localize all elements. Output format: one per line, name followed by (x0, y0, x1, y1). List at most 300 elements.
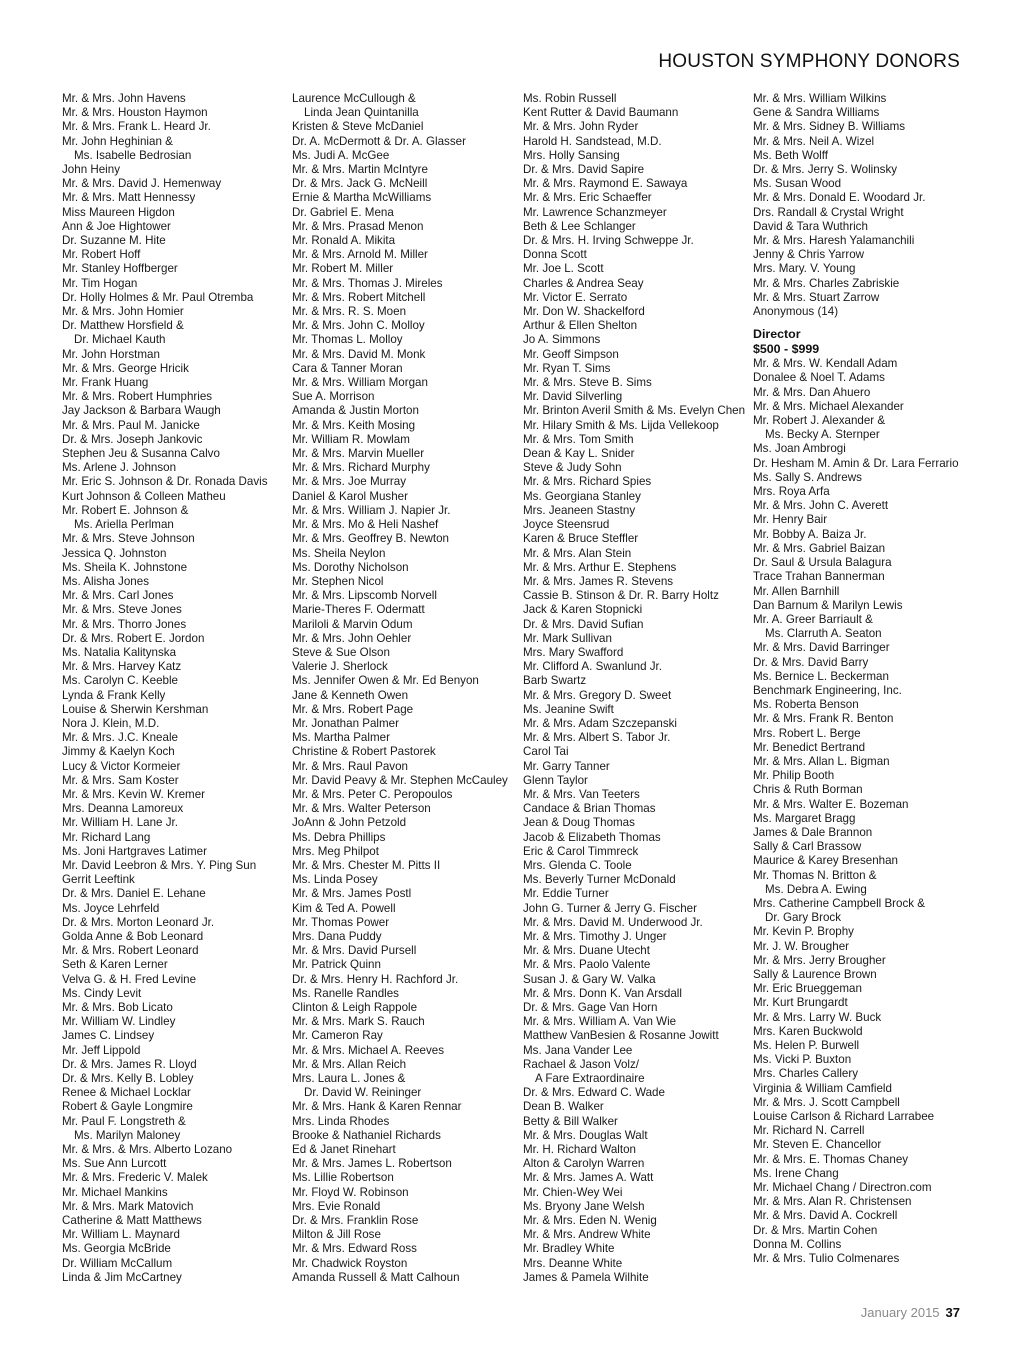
donor-name: Susan J. & Gary W. Valka (523, 972, 656, 986)
donor-column-1 (62, 92, 288, 1285)
donor-name: Mr. & Mrs. Allan Reich (292, 1057, 407, 1071)
donor-name: Ms. Judi A. McGee (292, 148, 390, 162)
donor-name: Ms. Ranelle Randles (292, 986, 399, 1000)
donor-name: Chris & Ruth Borman (753, 783, 863, 797)
donor-name: Dean & Kay L. Snider (523, 447, 635, 461)
donor-name: Ms. Joan Ambrogi (753, 442, 846, 456)
donor-name: Cassie B. Stinson & Dr. R. Barry Holtz (523, 589, 719, 603)
donor-name: Mr. Geoff Simpson (523, 347, 619, 361)
donor-name: Mr. John Heghinian & (62, 134, 173, 148)
donor-name: Daniel & Karol Musher (292, 489, 408, 503)
donor-name: Dr. & Mrs. David Sufian (523, 617, 644, 631)
donor-name: Donna M. Collins (753, 1237, 842, 1251)
donor-name: Mr. & Mrs. R. S. Moen (292, 305, 407, 319)
donor-name: James & Dale Brannon (753, 825, 873, 839)
donor-name: Mr. & Mrs. David Pursell (292, 944, 417, 958)
donor-name: Anonymous (14) (753, 305, 839, 319)
donor-name: Mrs. Deanne White (523, 1256, 623, 1270)
donor-name: Mr. & Mrs. Thorro Jones (62, 617, 187, 631)
donor-name: Mr. Joe L. Scott (523, 262, 604, 276)
donor-name: Mr. & Mrs. Haresh Yalamanchili (753, 234, 915, 248)
donor-name: Mr. & Mrs. Marvin Mueller (292, 447, 425, 461)
donor-name: Mr. & Mrs. James A. Watt (523, 1171, 654, 1185)
donor-name: Mr. Robert M. Miller (292, 262, 394, 276)
donor-name: Ms. Sally S. Andrews (753, 470, 862, 484)
donor-name: Dr. Gabriel E. Mena (292, 205, 394, 219)
donor-name: Mrs. Deanna Lamoreux (62, 802, 184, 816)
donor-name: Dr. William McCallum (62, 1256, 173, 1270)
donor-name: Mr. & Mrs. Steve Jones (62, 603, 182, 617)
donor-name: Mr. & Mrs. Alan Stein (523, 546, 632, 560)
donor-name: Karen & Bruce Steffler (523, 532, 639, 546)
donor-name: Mr. & Mrs. & Mrs. Alberto Lozano (62, 1143, 233, 1157)
donor-name: Mrs. Holly Sansing (523, 148, 620, 162)
donor-name: Mr. Lawrence Schanzmeyer (523, 205, 667, 219)
donor-name: Mr. & Mrs. William Wilkins (753, 92, 887, 105)
donor-name: Mr. Stephen Nicol (292, 574, 384, 588)
donor-name: Mr. Robert Hoff (62, 248, 141, 262)
donor-name: Dr. & Mrs. James R. Lloyd (62, 1057, 197, 1071)
donor-name: Stephen Jeu & Susanna Calvo (62, 447, 220, 461)
donor-name: Matthew VanBesien & Rosanne Jowitt (523, 1029, 719, 1043)
donor-name: Mrs. Jeaneen Stastny (523, 503, 636, 517)
donor-name: Mr. A. Greer Barriault & (753, 612, 873, 626)
donor-name: Ms. Debra Phillips (292, 830, 386, 844)
donor-name: Mr. Philip Booth (753, 769, 835, 783)
donor-name: Mr. & Mrs. David M. Monk (292, 347, 426, 361)
donor-name: Mr. & Mrs. John C. Molloy (292, 319, 425, 333)
donor-name: Ms. Sue Ann Lurcott (62, 1157, 167, 1171)
donor-name: Mr. & Mrs. Walter E. Bozeman (753, 797, 909, 811)
donor-name: Mr. & Mrs. Robert Page (292, 702, 414, 716)
donor-name: Ms. Martha Palmer (292, 731, 390, 745)
donor-name: Ms. Susan Wood (753, 177, 842, 191)
donor-name: Mr. Brinton Averil Smith & Ms. Evelyn Chen (523, 404, 746, 418)
donor-name: Mrs. Evie Ronald (292, 1199, 381, 1213)
donor-name: Ms. Alisha Jones (62, 574, 149, 588)
donor-name: JoAnn & John Petzold (292, 816, 407, 830)
donor-name: Mr. William L. Maynard (62, 1228, 180, 1242)
donor-name: Jessica Q. Johnston (62, 546, 167, 560)
donor-name: Mr. & Mrs. Mark Matovich (62, 1199, 194, 1213)
donor-name: Mr. Stanley Hoffberger (62, 262, 178, 276)
donor-name-continuation: A Fare Extraordinaire (535, 1072, 645, 1086)
donor-name: Mr. Benedict Bertrand (753, 740, 866, 754)
donor-name: Mr. Jeff Lippold (62, 1043, 141, 1057)
donor-name: Jane & Kenneth Owen (292, 688, 409, 702)
donor-name: Dr. A. McDermott & Dr. A. Glasser (292, 134, 466, 148)
donor-name: Mr. Henry Bair (753, 513, 828, 527)
donor-name: Ms. Beverly Turner McDonald (523, 873, 676, 887)
donor-name: Mr. & Mrs. James R. Stevens (523, 574, 674, 588)
donor-name: Mrs. Linda Rhodes (292, 1114, 390, 1128)
donor-name: Jean & Doug Thomas (523, 816, 635, 830)
donor-name: Catherine & Matt Matthews (62, 1214, 202, 1228)
section-heading: $500 - $999 (753, 342, 820, 357)
donor-name: Dr. Hesham M. Amin & Dr. Lara Ferrario (753, 456, 959, 470)
donor-name: Mr. & Mrs. Steve Johnson (62, 532, 195, 546)
donor-name: Mr. & Mrs. Donald E. Woodard Jr. (753, 191, 926, 205)
donor-name: Mr. Thomas L. Molloy (292, 333, 403, 347)
donor-name: Mrs. Meg Philpot (292, 844, 379, 858)
donor-name: Dean B. Walker (523, 1100, 604, 1114)
donor-name: Mr. & Mrs. Steve B. Sims (523, 376, 652, 390)
donor-column-2 (292, 92, 518, 1285)
donor-name: Mr. & Mrs. Neil A. Wizel (753, 134, 875, 148)
donor-name: Mr. Robert J. Alexander & (753, 414, 886, 428)
donor-name: Mrs. Roya Arfa (753, 485, 830, 499)
donor-name: Mrs. Charles Callery (753, 1067, 859, 1081)
donor-name: Mr. & Mrs. Raymond E. Sawaya (523, 177, 688, 191)
donor-name: Eric & Carol Timmreck (523, 844, 639, 858)
donor-name: Dr. Saul & Ursula Balagura (753, 556, 892, 570)
donor-name-continuation: Linda Jean Quintanilla (304, 106, 419, 120)
donor-name-continuation: Ms. Isabelle Bedrosian (74, 148, 192, 162)
donor-name: Cara & Tanner Moran (292, 361, 403, 375)
donor-name: Mr. & Mrs. Paul M. Janicke (62, 418, 200, 432)
page-number: 37 (945, 1305, 960, 1320)
donor-name: Mr. & Mrs. James Postl (292, 887, 412, 901)
donor-name: Mr. & Mrs. William Morgan (292, 376, 428, 390)
donor-name: Mr. Richard Lang (62, 830, 151, 844)
donor-name: Mr. & Mrs. David J. Hemenway (62, 177, 222, 191)
donor-name: Mr. Kurt Brungardt (753, 996, 848, 1010)
donor-name: Dr. Suzanne M. Hite (62, 234, 166, 248)
donor-name: Kurt Johnson & Colleen Matheu (62, 489, 226, 503)
donor-name: Mr. & Mrs. Andrew White (523, 1228, 651, 1242)
donor-name: Mr. & Mrs. Robert Humphries (62, 390, 213, 404)
donor-name: Dr. & Mrs. Franklin Rose (292, 1214, 419, 1228)
donor-name: Mr. Mark Sullivan (523, 631, 612, 645)
donor-name: Mr. & Mrs. James L. Robertson (292, 1157, 452, 1171)
donor-name: Mr. David Leebron & Mrs. Y. Ping Sun (62, 858, 257, 872)
donor-name: Kim & Ted A. Powell (292, 901, 396, 915)
donor-name: Mr. & Mrs. Carl Jones (62, 589, 174, 603)
donor-name: Ms. Jeanine Swift (523, 702, 614, 716)
donor-name: Mr. & Mrs. Mo & Heli Nashef (292, 518, 439, 532)
donor-name: Mr. & Mrs. Keith Mosing (292, 418, 416, 432)
donor-name: Jacob & Elizabeth Thomas (523, 830, 661, 844)
donor-name-continuation: Ms. Becky A. Sternper (765, 428, 880, 442)
section-heading: Director (753, 327, 801, 342)
donor-name: Mr. Chadwick Royston (292, 1256, 408, 1270)
donor-name: Ms. Bryony Jane Welsh (523, 1199, 645, 1213)
donor-name: Robert & Gayle Longmire (62, 1100, 193, 1114)
donor-name: Mr. & Mrs. Frederic V. Malek (62, 1171, 208, 1185)
donor-name: Ms. Margaret Bragg (753, 811, 856, 825)
donor-name: Ms. Jana Vander Lee (523, 1043, 633, 1057)
donor-name: Mr. & Mrs. Edward Ross (292, 1242, 417, 1256)
donor-name: Linda & Jim McCartney (62, 1270, 182, 1284)
donor-name: Kristen & Steve McDaniel (292, 120, 424, 134)
donor-name: Mr. & Mrs. Eric Schaeffer (523, 191, 652, 205)
donor-name: Mrs. Glenda C. Toole (523, 858, 632, 872)
donor-name: Mr. & Mrs. Paolo Valente (523, 958, 651, 972)
donor-name: Mr. & Mrs. Lipscomb Norvell (292, 589, 437, 603)
donor-name: Steve & Sue Olson (292, 645, 390, 659)
donor-name: Dr. & Mrs. Henry H. Rachford Jr. (292, 972, 459, 986)
donor-name: Mr. Eric Brueggeman (753, 982, 862, 996)
donor-name: Ms. Arlene J. Johnson (62, 461, 177, 475)
donor-name: Mr. & Mrs. Sam Koster (62, 773, 179, 787)
donor-name: James & Pamela Wilhite (523, 1270, 649, 1284)
donor-name: Mr. & Mrs. John Oehler (292, 631, 412, 645)
donor-name: Gerrit Leeftink (62, 873, 135, 887)
donor-name: Sue A. Morrison (292, 390, 375, 404)
donor-name: Mr. & Mrs. Charles Zabriskie (753, 276, 900, 290)
donor-name: Arthur & Ellen Shelton (523, 319, 638, 333)
donor-name: Mr. & Mrs. Timothy J. Unger (523, 929, 667, 943)
donor-name: Ms. Lillie Robertson (292, 1171, 394, 1185)
donor-name: Mr. & Mrs. Arthur E. Stephens (523, 560, 677, 574)
donor-name: Virginia & William Camfield (753, 1081, 892, 1095)
donor-name: Mr. & Mrs. Kevin W. Kremer (62, 787, 206, 801)
donor-name: Dr. & Mrs. Gage Van Horn (523, 1001, 658, 1014)
donor-name: Mr. & Mrs. Geoffrey B. Newton (292, 532, 449, 546)
donor-name: Mr. David Silverling (523, 390, 623, 404)
donor-name: Marie-Theres F. Odermatt (292, 603, 425, 617)
donor-name: Ms. Irene Chang (753, 1166, 839, 1180)
donor-name: Velva G. & H. Fred Levine (62, 972, 197, 986)
donor-name: Mr. & Mrs. John Homier (62, 305, 184, 319)
donor-name: Mr. William H. Lane Jr. (62, 816, 178, 830)
donor-name: Dr. & Mrs. Morton Leonard Jr. (62, 915, 215, 929)
donor-name: Donalee & Noel T. Adams (753, 371, 885, 385)
donor-name-continuation: Ms. Marilyn Maloney (74, 1128, 181, 1142)
donor-name: Mr. Eric S. Johnson & Dr. Ronada Davis (62, 475, 268, 489)
donor-name: Ms. Vicki P. Buxton (753, 1053, 852, 1067)
donor-name: Harold H. Sandstead, M.D. (523, 134, 662, 148)
donor-name: Joyce Steensrud (523, 518, 610, 532)
donor-name: Glenn Taylor (523, 773, 588, 787)
donor-name-continuation: Ms. Ariella Perlman (74, 518, 174, 532)
donor-name: Mr. & Mrs. Tulio Colmenares (753, 1252, 900, 1266)
donor-name: Ms. Robin Russell (523, 92, 617, 105)
donor-name: Mr. Michael Chang / Directron.com (753, 1181, 932, 1195)
donor-name: Mr. & Mrs. Houston Haymon (62, 106, 208, 120)
donor-name: Louise & Sherwin Kershman (62, 702, 209, 716)
donor-name: Ms. Helen P. Burwell (753, 1039, 860, 1052)
donor-name: Betty & Bill Walker (523, 1114, 618, 1128)
donor-name: Mr. & Mrs. E. Thomas Chaney (753, 1152, 909, 1166)
donor-name: Valerie J. Sherlock (292, 660, 388, 674)
donor-name: Dr. & Mrs. David Sapire (523, 163, 645, 177)
donor-name: Mariloli & Marvin Odum (292, 617, 413, 631)
donor-name: Gene & Sandra Williams (753, 106, 880, 120)
donor-name: James C. Lindsey (62, 1029, 155, 1043)
donor-name: Mr. & Mrs. W. Kendall Adam (753, 357, 898, 371)
donor-name: Trace Trahan Bannerman (753, 570, 885, 584)
donor-name: Maurice & Karey Bresenhan (753, 854, 898, 868)
donor-name: Charles & Andrea Seay (523, 276, 644, 290)
donor-name: Mrs. Robert L. Berge (753, 726, 861, 740)
donor-name: Mr. & Mrs. Eden N. Wenig (523, 1214, 657, 1228)
donor-name: Mr. Robert E. Johnson & (62, 503, 189, 517)
donor-name: Mr. Thomas N. Britton & (753, 868, 877, 882)
donor-name: Dr. & Mrs. David Barry (753, 655, 869, 669)
donor-name: Mr. & Mrs. George Hricik (62, 361, 189, 375)
donor-name: Mr. Ronald A. Mikita (292, 234, 396, 248)
donor-name: Mrs. Dana Puddy (292, 929, 382, 943)
donor-name: Mr. & Mrs. William A. Van Wie (523, 1015, 677, 1029)
donor-name: Mr. & Mrs. Robert Leonard (62, 944, 199, 958)
donor-name: Mr. William R. Mowlam (292, 432, 410, 446)
donor-name: Seth & Karen Lerner (62, 958, 168, 972)
donor-name: Mr. H. Richard Walton (523, 1143, 636, 1157)
donor-name: Mr. John Horstman (62, 347, 160, 361)
donor-name: Ann & Joe Hightower (62, 219, 171, 233)
donor-name: Mr. & Mrs. John Havens (62, 92, 186, 105)
donor-name: Rachael & Jason Volz/ (523, 1057, 640, 1071)
donor-name: Mrs. Catherine Campbell Brock & (753, 896, 926, 910)
donor-name: Mr. Don W. Shackelford (523, 305, 645, 319)
donor-name: Mr. & Mrs. Sidney B. Williams (753, 120, 906, 134)
page-header-title: HOUSTON SYMPHONY DONORS (658, 51, 960, 72)
donor-name: Mr. Thomas Power (292, 915, 390, 929)
donor-name-continuation: Ms. Debra A. Ewing (765, 882, 867, 896)
donor-name: Mr. & Mrs. Allan L. Bigman (753, 754, 890, 768)
donor-name: David & Tara Wuthrich (753, 219, 868, 233)
donor-name: Mr. & Mrs. Alan R. Christensen (753, 1195, 912, 1209)
donor-name: Mr. & Mrs. Mark S. Rauch (292, 1015, 425, 1029)
donor-name: Ernie & Martha McWilliams (292, 191, 432, 205)
donor-name: Dr. & Mrs. Jack G. McNeill (292, 177, 428, 191)
donor-name: Amanda Russell & Matt Calhoun (292, 1270, 460, 1284)
donor-name: Mr. & Mrs. Duane Utecht (523, 944, 650, 958)
donor-name: Mr. Chien-Wey Wei (523, 1185, 623, 1199)
donor-name: Mr. Tim Hogan (62, 276, 138, 290)
donor-name: Dr. & Mrs. Joseph Jankovic (62, 432, 203, 446)
donor-name: Mr. & Mrs. Michael Alexander (753, 399, 904, 413)
donor-name: Mr. & Mrs. Bob Licato (62, 1001, 173, 1014)
donor-name: Lynda & Frank Kelly (62, 688, 166, 702)
donor-name: Mr. & Mrs. Van Teeters (523, 787, 640, 801)
donor-name: Ms. Jennifer Owen & Mr. Ed Benyon (292, 674, 479, 688)
donor-name: Steve & Judy Sohn (523, 461, 622, 475)
donor-name: Mr. & Mrs. Walter Peterson (292, 802, 431, 816)
donor-name: Mr. & Mrs. J.C. Kneale (62, 731, 178, 745)
donor-name: Mr. & Mrs. Arnold M. Miller (292, 248, 428, 262)
donor-name: Mr. Garry Tanner (523, 759, 610, 773)
donor-name: Mr. & Mrs. Tom Smith (523, 432, 634, 446)
donor-name: Brooke & Nathaniel Richards (292, 1128, 441, 1142)
donor-name: Mr. & Mrs. Douglas Walt (523, 1128, 648, 1142)
donor-name: Mr. & Mrs. J. Scott Campbell (753, 1095, 900, 1109)
donor-name: Mr. Clifford A. Swanlund Jr. (523, 660, 662, 674)
donor-name: Mr. & Mrs. Gabriel Baizan (753, 541, 886, 555)
donor-name: Mr. Hilary Smith & Ms. Lijda Vellekoop (523, 418, 719, 432)
donor-name: Mr. & Mrs. Frank R. Benton (753, 712, 894, 726)
donor-name-continuation: Dr. Michael Kauth (74, 333, 166, 347)
donor-name: John G. Turner & Jerry G. Fischer (523, 901, 697, 915)
donor-name: Mr. & Mrs. Frank L. Heard Jr. (62, 120, 211, 134)
donor-name: Mr. Allen Barnhill (753, 584, 840, 598)
donor-name-continuation: Dr. Gary Brock (765, 911, 842, 925)
donor-name: Kent Rutter & David Baumann (523, 106, 679, 120)
donor-name: Mr. & Mrs. Richard Murphy (292, 461, 430, 475)
donor-name: Mrs. Mary. V. Young (753, 262, 856, 276)
donor-name: Dr. Holly Holmes & Mr. Paul Otremba (62, 290, 254, 304)
donor-name: Mr. & Mrs. Jerry Brougher (753, 953, 886, 967)
donor-name: Mr. Bradley White (523, 1242, 615, 1256)
donor-name: Candace & Brian Thomas (523, 802, 656, 816)
donor-name: Mr. & Mrs. Raul Pavon (292, 759, 408, 773)
donor-name: Dr. & Mrs. Daniel E. Lehane (62, 887, 206, 901)
donor-name: Ms. Natalia Kalitynska (62, 645, 177, 659)
donor-name: Dr. & Mrs. Edward C. Wade (523, 1086, 665, 1100)
donor-name: John Heiny (62, 163, 121, 177)
donor-name: Mr. & Mrs. Adam Szczepanski (523, 716, 677, 730)
donor-name: Ms. Joyce Lehrfeld (62, 901, 160, 915)
donor-name: Mr. & Mrs. David Barringer (753, 641, 890, 655)
donor-name: Ms. Bernice L. Beckerman (753, 669, 889, 683)
donor-name: Louise Carlson & Richard Larrabee (753, 1110, 935, 1124)
donor-name: Ms. Linda Posey (292, 873, 378, 887)
donor-name: Donna Scott (523, 248, 587, 262)
donor-name: Jimmy & Kaelyn Koch (62, 745, 175, 759)
issue-date: January 2015 (860, 1305, 940, 1320)
donor-name: Ms. Cindy Levit (62, 986, 142, 1000)
donor-name: Alton & Carolyn Warren (523, 1157, 645, 1171)
donor-name: Mr. & Mrs. Robert Mitchell (292, 290, 426, 304)
donor-name: Benchmark Engineering, Inc. (753, 683, 902, 697)
donor-name: Dr. & Mrs. H. Irving Schweppe Jr. (523, 234, 694, 248)
donor-name: Dan Barnum & Marilyn Lewis (753, 598, 903, 612)
donor-name: Mr. & Mrs. Chester M. Pitts II (292, 858, 441, 872)
donor-name: Mr. & Mrs. David M. Underwood Jr. (523, 915, 703, 929)
donor-name: Barb Swartz (523, 674, 587, 688)
donor-name: Clinton & Leigh Rappole (292, 1001, 418, 1014)
donor-name: Mr. & Mrs. Harvey Katz (62, 660, 182, 674)
donor-name: Ms. Georgiana Stanley (523, 489, 641, 503)
donor-name: Carol Tai (523, 745, 569, 759)
donor-name: Dr. & Mrs. Kelly B. Lobley (62, 1072, 194, 1086)
donor-name: Christine & Robert Pastorek (292, 745, 436, 759)
donor-name: Mr. & Mrs. Albert S. Tabor Jr. (523, 731, 671, 745)
donor-name: Mr. & Mrs. David A. Cockrell (753, 1209, 898, 1223)
donor-name: Ms. Sheila K. Johnstone (62, 560, 188, 574)
donor-name: Mr. & Mrs. Stuart Zarrow (753, 290, 880, 304)
donor-name: Mr. Kevin P. Brophy (753, 925, 854, 939)
donor-name: Ms. Roberta Benson (753, 698, 859, 712)
donor-name: Ms. Georgia McBride (62, 1242, 171, 1256)
donor-name: Dr. Matthew Horsfield & (62, 319, 184, 333)
donor-name: Golda Anne & Bob Leonard (62, 929, 204, 943)
donor-name: Ms. Sheila Neylon (292, 546, 386, 560)
donor-name: Mr. & Mrs. John Ryder (523, 120, 639, 134)
donor-name: Mr. & Mrs. Martin McIntyre (292, 163, 428, 177)
donor-name: Jay Jackson & Barbara Waugh (62, 404, 221, 418)
donor-name: Mr. William W. Lindley (62, 1015, 176, 1029)
donor-name: Milton & Jill Rose (292, 1228, 381, 1242)
donor-name: Dr. & Mrs. Martin Cohen (753, 1223, 878, 1237)
donor-name: Mr. Patrick Quinn (292, 958, 381, 972)
donor-name: Renee & Michael Locklar (62, 1086, 191, 1100)
donor-name: Mr. & Mrs. Joe Murray (292, 475, 407, 489)
donor-name: Mr. Richard N. Carrell (753, 1124, 865, 1138)
donor-name: Mrs. Laura L. Jones & (292, 1072, 406, 1086)
donor-name: Mr. & Mrs. Michael A. Reeves (292, 1043, 445, 1057)
donor-name: Mr. Jonathan Palmer (292, 716, 399, 730)
donor-name: Dr. & Mrs. Jerry S. Wolinsky (753, 163, 898, 177)
donor-name: Mrs. Mary Swafford (523, 645, 624, 659)
donor-name-continuation: Dr. David W. Reininger (304, 1086, 422, 1100)
donor-name: Nora J. Klein, M.D. (62, 716, 160, 730)
donor-name: Mr. Steven E. Chancellor (753, 1138, 882, 1152)
donor-name: Mr. & Mrs. Dan Ahuero (753, 385, 871, 399)
donor-name: Ed & Janet Rinehart (292, 1143, 396, 1157)
donor-name: Jack & Karen Stopnicki (523, 603, 643, 617)
